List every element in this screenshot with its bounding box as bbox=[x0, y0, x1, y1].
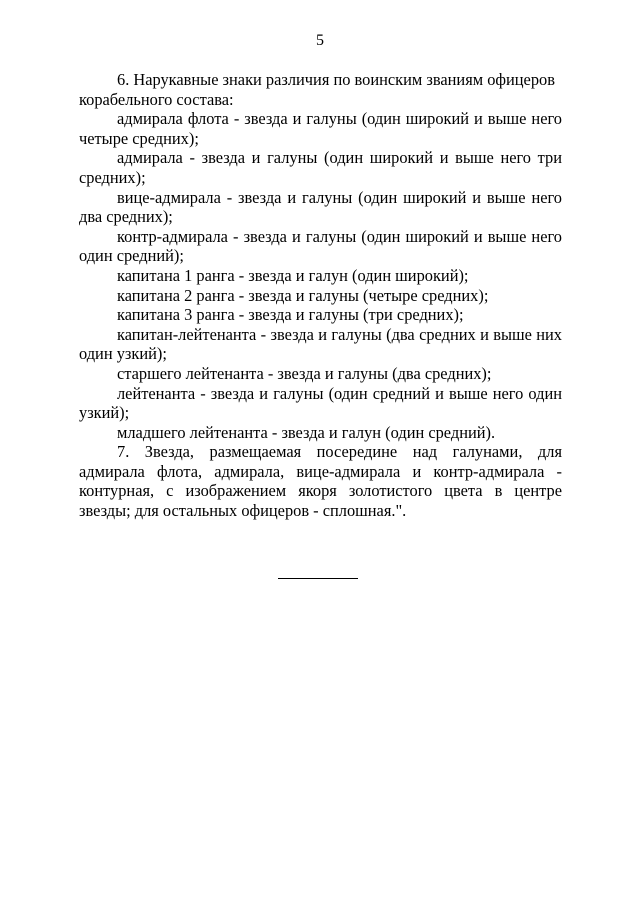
paragraph-section-6-heading: 6. Нарукавные знаки различия по воинским званиям офицеров корабельного состава: bbox=[79, 70, 555, 109]
end-divider-line bbox=[278, 578, 358, 579]
paragraph-junior-lieutenant: младшего лейтенанта - звезда и галун (один средний). bbox=[117, 422, 496, 442]
paragraph-captain-lieutenant: капитан-лейтенанта - звезда и галуны (два средних и выше них один узкий); bbox=[79, 324, 562, 364]
paragraph-senior-lieutenant: старшего лейтенанта - звезда и галуны (два средних); bbox=[117, 363, 492, 383]
document-body bbox=[79, 70, 562, 521]
paragraph-fleet-admiral: адмирала флота - звезда и галуны (один широкий и выше него четыре средних); bbox=[79, 109, 562, 148]
paragraph-rear-admiral: контр-адмирала - звезда и галуны (один широкий и выше него один средний); bbox=[79, 226, 562, 266]
paragraph-captain-3rd-rank: капитана 3 ранга - звезда и галуны (три средних); bbox=[117, 305, 464, 325]
paragraph-captain-1st-rank: капитана 1 ранга - звезда и галун (один широкий); bbox=[117, 265, 469, 285]
paragraph-captain-2nd-rank: капитана 2 ранга - звезда и галуны (четыре средних); bbox=[117, 285, 489, 305]
paragraph-admiral: адмирала - звезда и галуны (один широкий и выше него три средних); bbox=[79, 148, 562, 187]
paragraph-lieutenant: лейтенанта - звезда и галуны (один средний и выше него один узкий); bbox=[79, 383, 562, 423]
paragraph-vice-admiral: вице-адмирала - звезда и галуны (один широкий и выше него два средних); bbox=[79, 187, 562, 227]
page-number: 5 bbox=[316, 32, 324, 49]
paragraph-section-7: 7. Звезда, размещаемая посередине над галунами, для адмирала флота, адмирала, вице-адмирала и контр-адмирала - контурная, с изображением якоря золотистого цвета в центре звезды; для остальных офицеров - сплошная.". bbox=[79, 442, 562, 521]
